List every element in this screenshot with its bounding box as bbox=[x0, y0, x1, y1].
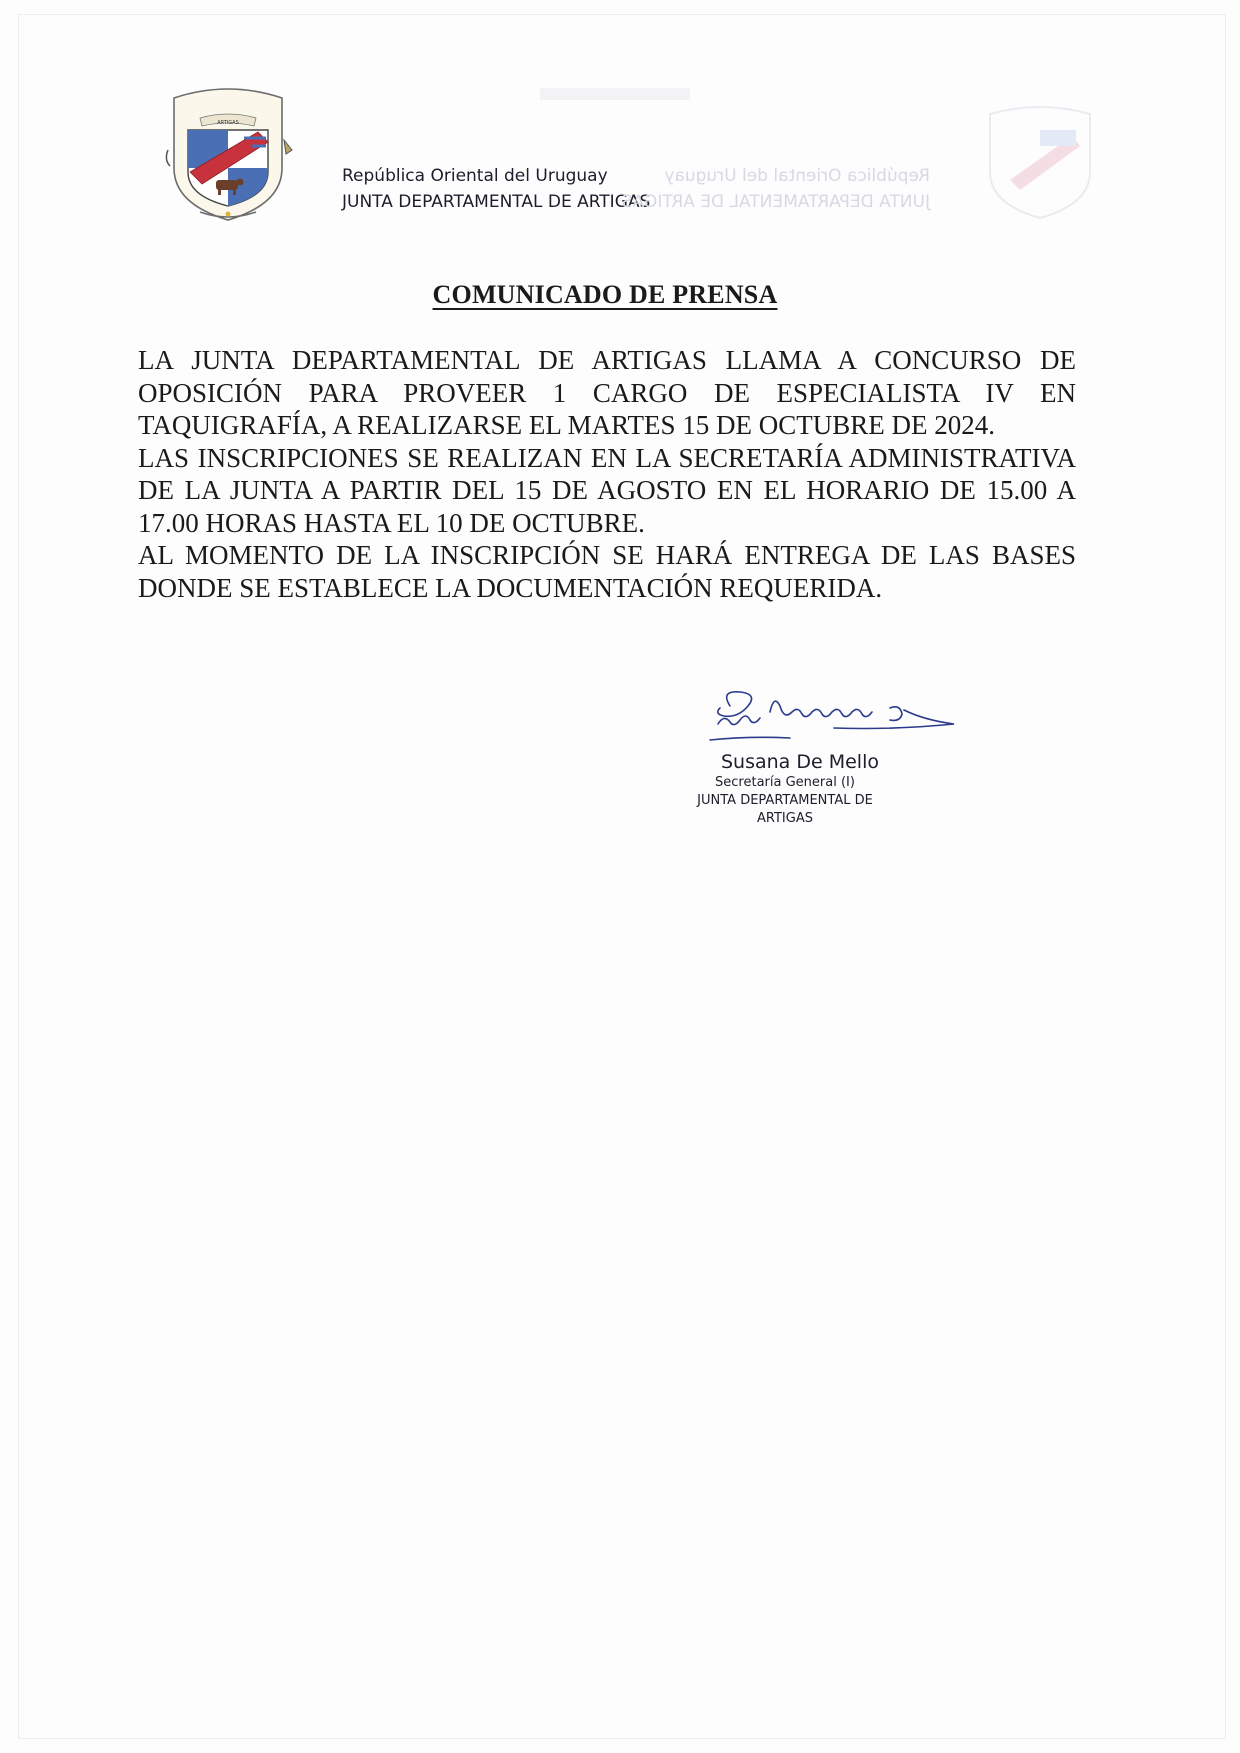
signatory-org-line1: JUNTA DEPARTAMENTAL DE bbox=[697, 793, 873, 808]
signatory-org-line2: ARTIGAS bbox=[757, 811, 813, 826]
body-paragraph-3: AL MOMENTO DE LA INSCRIPCIÓN SE HARÁ ENTREGA DE LAS BASES DONDE SE ESTABLECE LA DOCUMENTACIÓN REQUERIDA. bbox=[138, 540, 1076, 603]
signatory-role: Secretaría General (I) bbox=[715, 775, 855, 790]
body-paragraph-2: LAS INSCRIPCIONES SE REALIZAN EN LA SECRETARÍA ADMINISTRATIVA DE LA JUNTA A PARTIR DEL 15 DE AGOSTO EN EL HORARIO DE 15.00 A 17.00 HORAS HASTA EL 10 DE OCTUBRE. bbox=[138, 442, 1076, 538]
bleed-through-line-2: JUNTA DEPARTAMENTAL DE ARTIGAS bbox=[621, 192, 930, 212]
crest-label: ARTIGAS bbox=[217, 120, 239, 126]
press-release-body bbox=[138, 344, 1076, 604]
bleed-through-text bbox=[600, 163, 930, 215]
signatory-name: Susana De Mello bbox=[721, 751, 879, 773]
bleed-through-mark bbox=[540, 88, 690, 100]
artigas-crest-icon bbox=[160, 80, 296, 224]
bleed-through-line-1: República Oriental del Uruguay bbox=[664, 166, 930, 186]
header-country: República Oriental del Uruguay bbox=[342, 166, 608, 186]
page-title: COMUNICADO DE PRENSA bbox=[432, 280, 778, 309]
signatory-block bbox=[660, 750, 910, 828]
header-institution: JUNTA DEPARTAMENTAL DE ARTIGAS bbox=[342, 192, 651, 212]
scan-edge bbox=[18, 14, 1226, 1739]
signature-icon bbox=[690, 680, 970, 760]
body-paragraph-1: LA JUNTA DEPARTAMENTAL DE ARTIGAS LLAMA A CONCURSO DE OPOSICIÓN PARA PROVEER 1 CARGO DE ESPECIALISTA IV EN TAQUIGRAFÍA, A REALIZARSE EL MARTES 15 DE OCTUBRE DE 2024. bbox=[138, 345, 1076, 440]
bleed-through-crest-icon bbox=[980, 100, 1100, 220]
